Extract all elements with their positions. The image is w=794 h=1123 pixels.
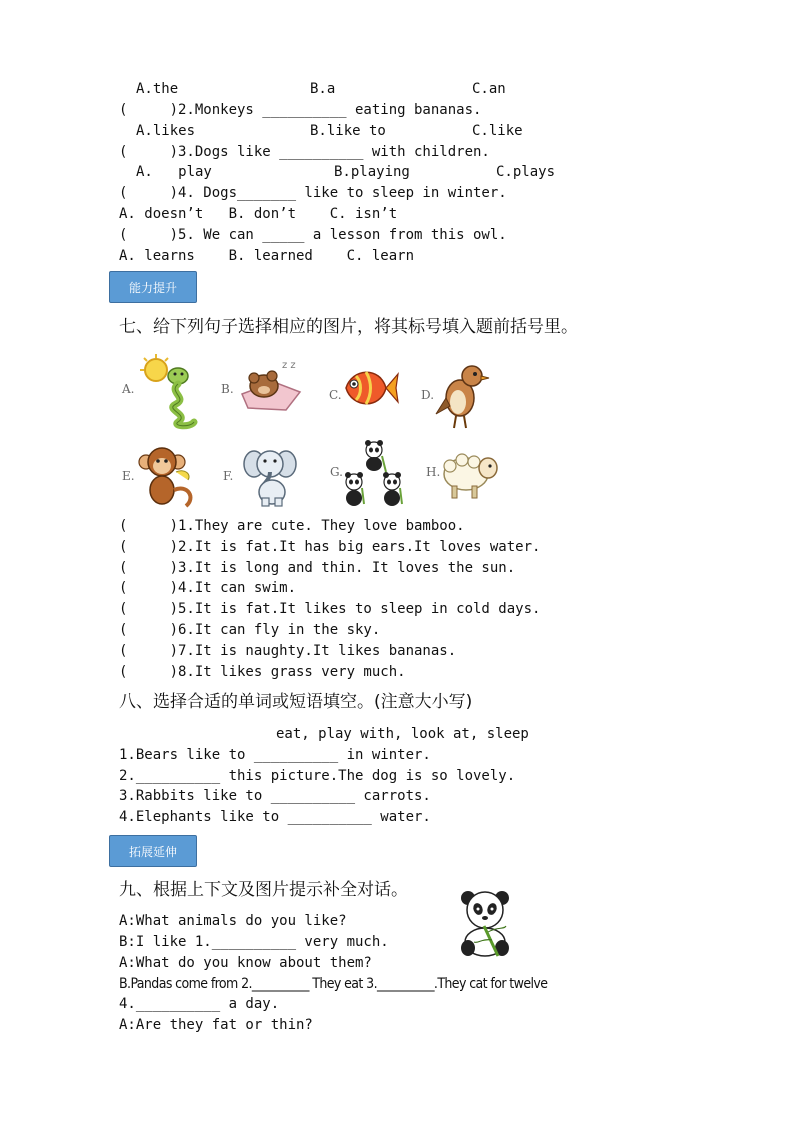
pic-label-a: A. <box>122 382 135 396</box>
question-3: ( )3.Dogs like __________ with children. <box>119 144 490 160</box>
question-4: ( )4. Dogs_______ like to sleep in winter. <box>119 185 507 201</box>
pic-label-h: H. <box>426 465 441 479</box>
bird-icon <box>434 358 492 430</box>
q3-option-c: C.plays <box>496 164 556 180</box>
pic-label-g: G. <box>330 465 343 479</box>
sheep-icon <box>440 444 500 502</box>
q1-option-a: A.the <box>136 81 179 97</box>
s7-sentence-1: ( )1.They are cute. They love bamboo. <box>119 518 465 534</box>
snake-sun-icon <box>138 352 204 430</box>
q1-option-b: B.a <box>310 81 336 97</box>
s9-line-1: A:What animals do you like? <box>119 913 347 929</box>
svg-text:z z: z z <box>282 360 296 371</box>
pic-label-b: B. <box>221 382 234 396</box>
section7-heading: 七、给下列句子选择相应的图片，将其标号填入题前括号里。 <box>119 317 578 337</box>
q3-option-a: A. play <box>136 164 212 180</box>
monkey-icon <box>136 444 200 510</box>
pic-label-f: F. <box>223 469 234 483</box>
s7-sentence-4: ( )4.It can swim. <box>119 580 297 596</box>
q2-option-b: B.like to <box>310 123 386 139</box>
badge-ability-up: 能力提升 <box>109 271 197 303</box>
section9-heading: 九、根据上下文及图片提示补全对话。 <box>119 880 408 900</box>
section8-heading: 八、选择合适的单词或短语填空。(注意大小写) <box>119 692 473 712</box>
s8-item-1: 1.Bears like to __________ in winter. <box>119 747 431 763</box>
pic-label-c: C. <box>329 388 342 402</box>
s8-item-2: 2.__________ this picture.The dog is so lovely. <box>119 768 516 784</box>
pic-label-d: D. <box>421 388 435 402</box>
s7-sentence-8: ( )8.It likes grass very much. <box>119 664 406 680</box>
s7-sentence-7: ( )7.It is naughty.It likes bananas. <box>119 643 457 659</box>
s9-line-6: A:Are they fat or thin? <box>119 1017 313 1033</box>
s9-line-5: 4.__________ a day. <box>119 996 280 1012</box>
pandas-icon <box>342 438 408 510</box>
q2-option-a: A.likes <box>136 123 196 139</box>
s9-line-2: B:I like 1.__________ very much. <box>119 934 389 950</box>
question-2: ( )2.Monkeys __________ eating bananas. <box>119 102 482 118</box>
pic-label-e: E. <box>122 469 135 483</box>
q2-option-c: C.like <box>472 123 523 139</box>
q5-options: A. learns B. learned C. learn <box>119 248 415 264</box>
panda-bamboo-icon <box>454 886 520 958</box>
s7-sentence-3: ( )3.It is long and thin. It loves the sun. <box>119 560 516 576</box>
s8-item-3: 3.Rabbits like to __________ carrots. <box>119 788 431 804</box>
s7-sentence-6: ( )6.It can fly in the sky. <box>119 622 381 638</box>
s8-item-4: 4.Elephants like to __________ water. <box>119 809 431 825</box>
s9-line-3: A:What do you know about them? <box>119 955 372 971</box>
q3-option-b: B.playing <box>334 164 410 180</box>
q1-option-c: C.an <box>472 81 506 97</box>
badge-extension: 拓展延伸 <box>109 835 197 867</box>
s7-sentence-5: ( )5.It is fat.It likes to sleep in cold days. <box>119 601 541 617</box>
elephant-icon <box>242 444 298 508</box>
s7-sentence-2: ( )2.It is fat.It has big ears.It loves water. <box>119 539 541 555</box>
s9-line-4: B.Pandas come from 2.__________ They eat 3.__________.They cat for twelve <box>119 976 548 992</box>
word-bank: eat, play with, look at, sleep <box>276 726 529 742</box>
question-5: ( )5. We can _____ a lesson from this owl. <box>119 227 507 243</box>
sleeping-bear-icon <box>234 352 304 414</box>
q4-options: A. doesn’t B. don’t C. isn’t <box>119 206 398 222</box>
fish-icon <box>342 362 400 414</box>
